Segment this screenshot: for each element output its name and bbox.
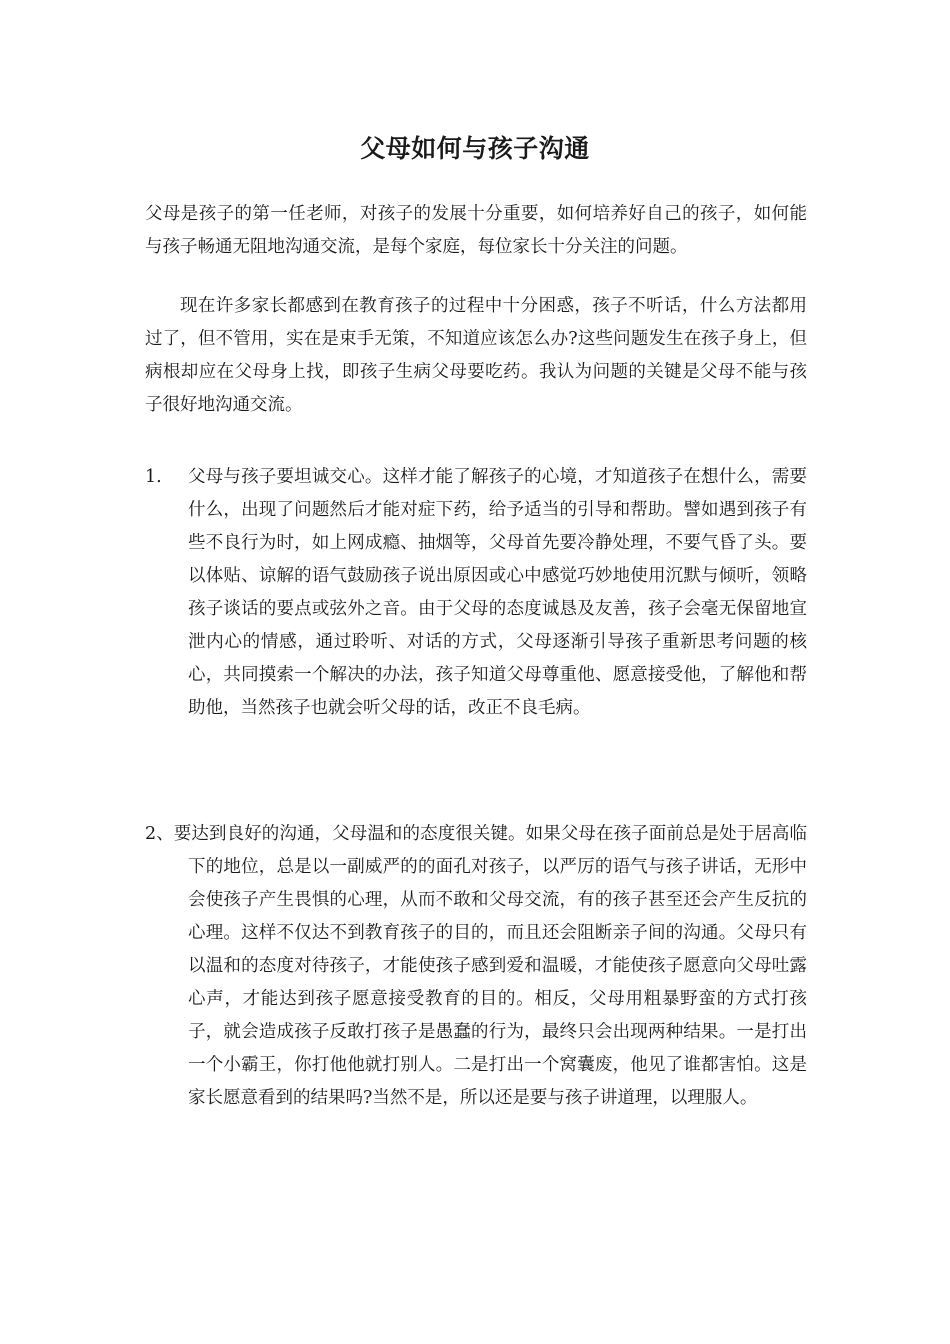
document-title: 父母如何与孩子沟通: [360, 134, 590, 163]
intro-paragraph: 父母是孩子的第一任老师，对孩子的发展十分重要，如何培养好自己的孩子，如何能与孩子畅通无阻地沟通交流，是每个家庭，每位家长十分关注的问题。: [145, 204, 807, 257]
list-item: [145, 461, 807, 725]
list-item-text: 父母与孩子要坦诚交心。这样才能了解孩子的心境，才知道孩子在想什么，需要什么，出现了问题然后才能对症下药，给予适当的引导和帮助。譬如遇到孩子有些不良行为时，如上网成瘾、抽烟等，父母首先要冷静处理，不要气昏了头。要以体贴、谅解的语气鼓励孩子说出原因或心中感觉巧妙地使用沉默与倾听，领略孩子谈话的要点或弦外之音。由于父母的态度诚恳及友善，孩子会毫无保留地宣泄内心的情感，通过聆听、对话的方式，父母逐渐引导孩子重新思考问题的核心，共同摸索一个解决的办法，孩子知道父母尊重他、愿意接受他，了解他和帮助他，当然孩子也就会听父母的话，改正不良毛病。: [188, 467, 807, 718]
list-item-number: 2、: [145, 824, 174, 844]
list-item-number: 1.: [145, 467, 162, 487]
list-item-text: [145, 818, 808, 1115]
list-item-content: 要达到良好的沟通，父母温和的态度很关键。如果父母在孩子面前总是处于居高临下的地位，总是以一副威严的的面孔对孩子，以严厉的语气与孩子讲话，无形中会使孩子产生畏惧的心理，从而不敢和父母交流，有的孩子甚至还会产生反抗的心理。这样不仅达不到教育孩子的目的，而且还会阻断亲子间的沟通。父母只有以温和的态度对待孩子，才能使孩子感到爱和温暖，才能使孩子愿意向父母吐露心声，才能达到孩子愿意接受教育的目的。相反，父母用粗暴野蛮的方式打孩子，就会造成孩子反敢打孩子是愚蠢的行为，最终只会出现两种结果。一是打出一个小霸王，你打他他就打别人。二是打出一个窝囊废，他见了谁都害怕。这是家长愿意看到的结果吗?当然不是，所以还是要与孩子讲道理，以理服人。: [173, 824, 808, 1108]
problem-paragraph: 现在许多家长都感到在教育孩子的过程中十分困惑，孩子不听话，什么方法都用过了，但不管用，实在是束手无策，不知道应该怎么办?这些问题发生在孩子身上，但病根却应在父母身上找，即孩子生病父母要吃药。我认为问题的关键是父母不能与孩子很好地沟通交流。: [145, 296, 807, 415]
list-item: [145, 818, 807, 1115]
